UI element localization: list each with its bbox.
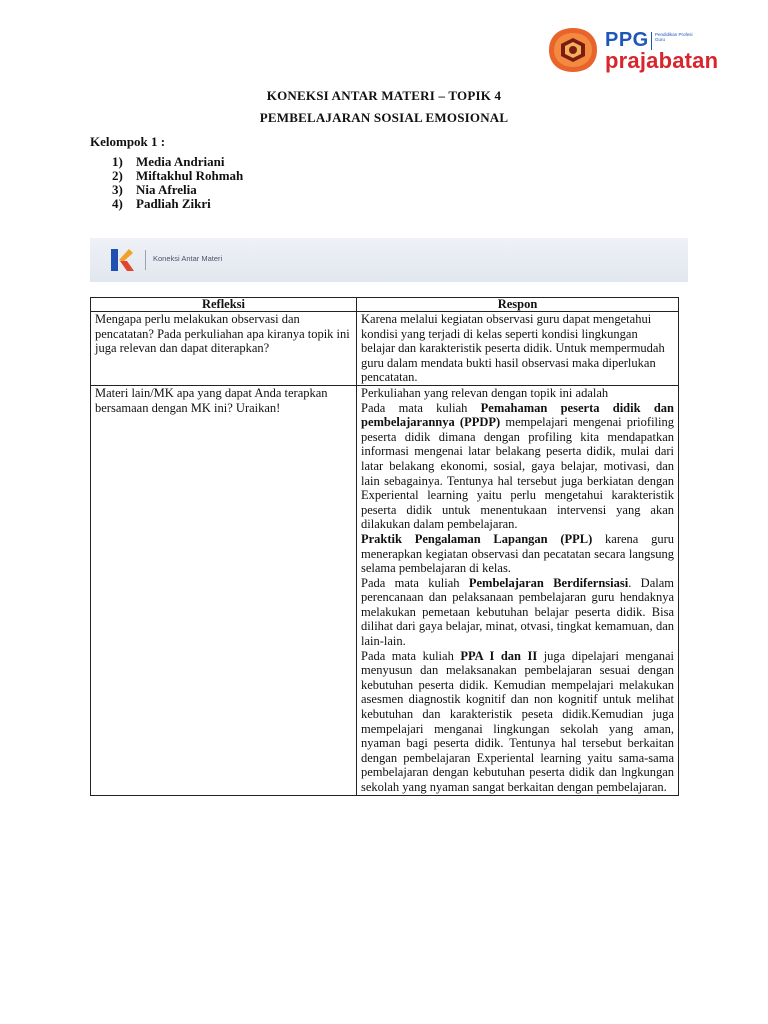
question-cell: Mengapa perlu melakukan observasi dan pencatatan? Pada perkuliahan apa kiranya topik ini juga relevan dan dapat diterapkan? — [91, 312, 357, 386]
banner-label: Koneksi Antar Materi — [153, 254, 223, 263]
table-row — [91, 312, 679, 386]
table-header-row — [91, 298, 679, 312]
member-list — [112, 155, 243, 211]
answer-paragraph: Pada mata kuliah PPA I dan II juga dipelajari menganai menyusun dan melaksanakan pembelajaran sesuai dengan kebutuhan peserta didik. Kemudian mempelajari melakukan asesmen diagnostik kognitif dan non kognitif untuk melihat kebutuhan dan karakteristik peseta didik.Kemudian juga mempelajari menganai lingkungan sekolah yang aman, nyaman bagi peserta didik. Tentunya hal tersebut berkaitan dengan pembelajaran Experiental learning yaitu sama-sama pembelajaran dengan kebutuhan peserta didik dan lngkungan sekolah yang nyaman sangat berkaitan dengan pembelajaran. — [361, 648, 674, 794]
table-row — [91, 385, 679, 795]
answer-intro: Perkuliahan yang relevan dengan topik ini adalah — [361, 385, 609, 400]
document-subtitle: PEMBELAJARAN SOSIAL EMOSIONAL — [259, 110, 509, 125]
logo-prajabatan-text: prajabatan — [605, 48, 719, 73]
reflection-table — [90, 297, 679, 796]
header-respon: Respon — [357, 298, 679, 312]
answer-cell: Karena melalui kegiatan observasi guru dapat mengetahui kondisi yang terjadi di kelas seperti kondisi lingkungan belajar dan karakteristik peserta didik. Untuk mempermudah guru dalam mendata bukti hasil observasi maka diperlukan pencatatan. — [357, 312, 679, 386]
answer-paragraph: Praktik Pengalaman Lapangan (PPL) karena guru menerapkan kegiatan observasi dan pecatatan secara langsung selama pembelajaran di kelas. — [361, 531, 674, 576]
answer-paragraph: Pada mata kuliah Pembelajaran Berdifernsiasi. Dalam perencanaan dan pelaksanaan pembelajaran guru hendaknya melakukan pemetaan kebutuhan belajar peserta didik. Bisa dilihat dari gaya belajar, minat, otvasi, tingkat kemamuan, dan lain-lain. — [361, 575, 674, 649]
member-item: 4) Padliah Zikri — [112, 196, 211, 211]
document-title: KONEKSI ANTAR MATERI – TOPIK 4 — [266, 88, 502, 103]
logo-subtitle: Pendidikan Profesi Guru — [655, 32, 693, 42]
question-cell: Materi lain/MK apa yang dapat Anda terapkan bersamaan dengan MK ini? Uraikan! — [91, 385, 357, 795]
k-logo-icon — [108, 246, 134, 274]
ppg-prajabatan-logo — [547, 26, 737, 76]
member-item: 2) Miftakhul Rohmah — [112, 168, 244, 183]
ppg-emblem-icon — [547, 26, 599, 74]
logo-ppg-text: PPG — [605, 29, 649, 51]
banner-divider — [145, 250, 146, 270]
header-refleksi: Refleksi — [91, 298, 357, 312]
answer-cell — [357, 385, 679, 795]
group-label: Kelompok 1 : — [90, 134, 166, 149]
answer-paragraph: Pada mata kuliah Pemahaman peserta didik dan pembelajarannya (PPDP) mempelajari mengenai priofiling peserta didik dimana dengan profiling kita mendapatkan informasi mengenai latar belakang peserta didik, mulai dari latar belakang ekonomi, sosial, gaya belajar, motivasi, dan lain sebagainya. Tentunya hal tersebut juga berkiatan dengan Experiental learning yaitu perlu mengetahui karakteristik peserta didik untuk menentukaan intervensi yang akan dilakukan dalam pembelajaran. — [361, 400, 674, 532]
member-item: 3) Nia Afrelia — [112, 182, 197, 197]
koneksi-banner — [90, 238, 688, 282]
member-item: 1) Media Andriani — [112, 154, 225, 169]
